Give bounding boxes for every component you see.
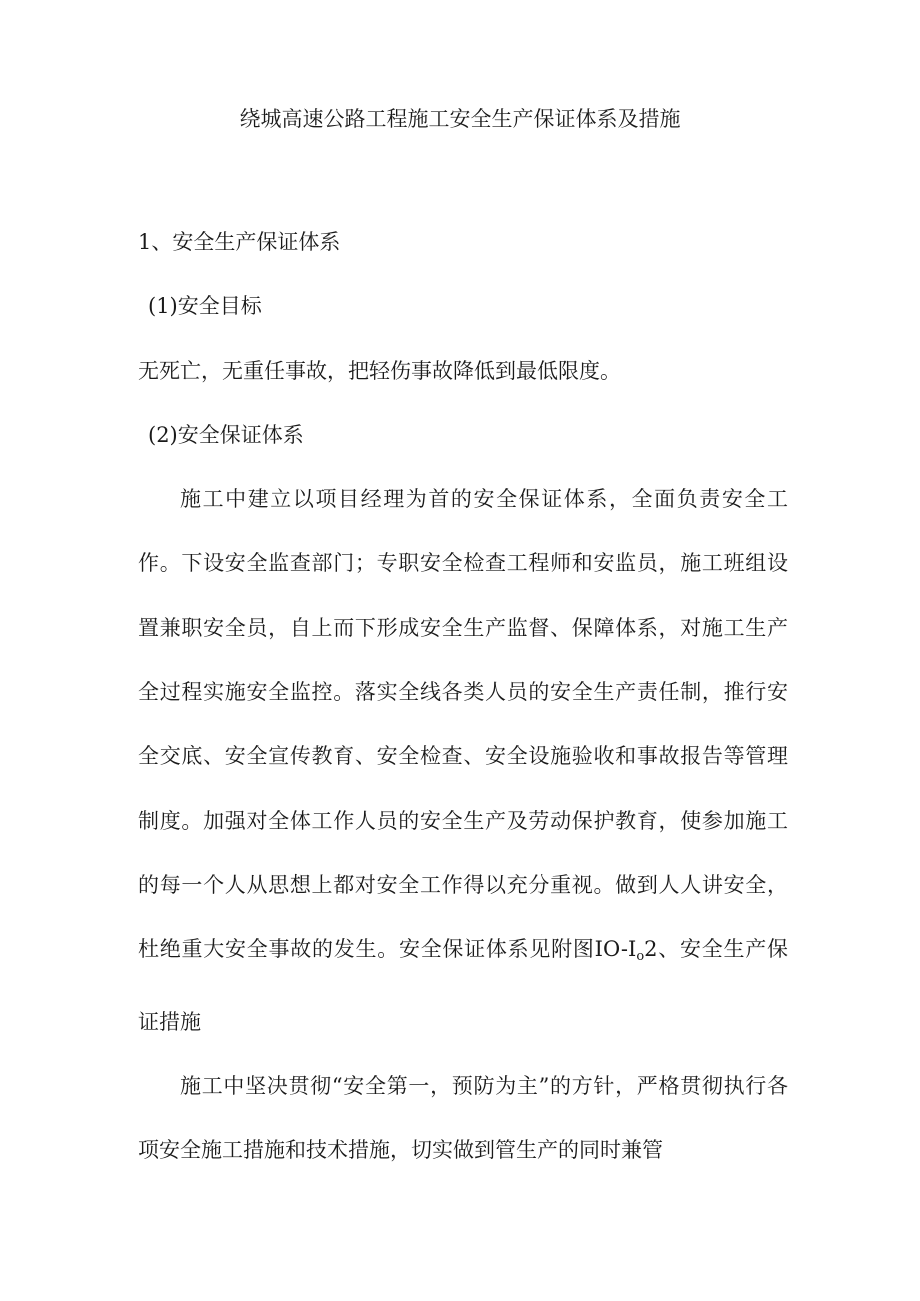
paragraph-subscript: o bbox=[636, 949, 645, 965]
document-body bbox=[138, 226, 788, 1182]
paragraph-safety-system bbox=[138, 467, 788, 1054]
paragraph-safety-system-text: 施工中建立以项目经理为首的安全保证体系，全面负责安全工作。下设安全监查部门；专职安全检查工程师和安监员，施工班组设置兼职安全员，自上而下形成安全生产监督、保障体系，对施工生产全过程实施安全监控。落实全线各类人员的安全生产责任制，推行安全交底、安全宣传教育、安全检查、安全设施验收和事故报告等管理制度。加强对全体工作人员的安全生产及劳动保护教育，使参加施工的每一个人从思想上都对安全工作得以充分重视。做到人人讲安全，杜绝重大安全事故的发生。安全保证体系见附图IO-I bbox=[138, 487, 788, 962]
section-heading-safety-measures: 2、安全生产保证措施 bbox=[138, 937, 788, 1034]
section-heading: 1、安全生产保证体系 bbox=[138, 230, 341, 254]
paragraph-safety-measures: 施工中坚决贯彻“安全第一，预防为主”的方针，严格贯彻执行各项安全施工措施和技术措施，切实做到管生产的同时兼管 bbox=[138, 1073, 788, 1163]
subsection-heading-safety-goal: (1)安全目标 bbox=[148, 294, 262, 319]
document-title: 绕城高速公路工程施工安全生产保证体系及措施 bbox=[239, 107, 681, 131]
subsection-heading-safety-system: (2)安全保证体系 bbox=[148, 422, 304, 447]
safety-goal-text: 无死亡，无重任事故，把轻伤事故降低到最低限度。 bbox=[138, 358, 621, 383]
